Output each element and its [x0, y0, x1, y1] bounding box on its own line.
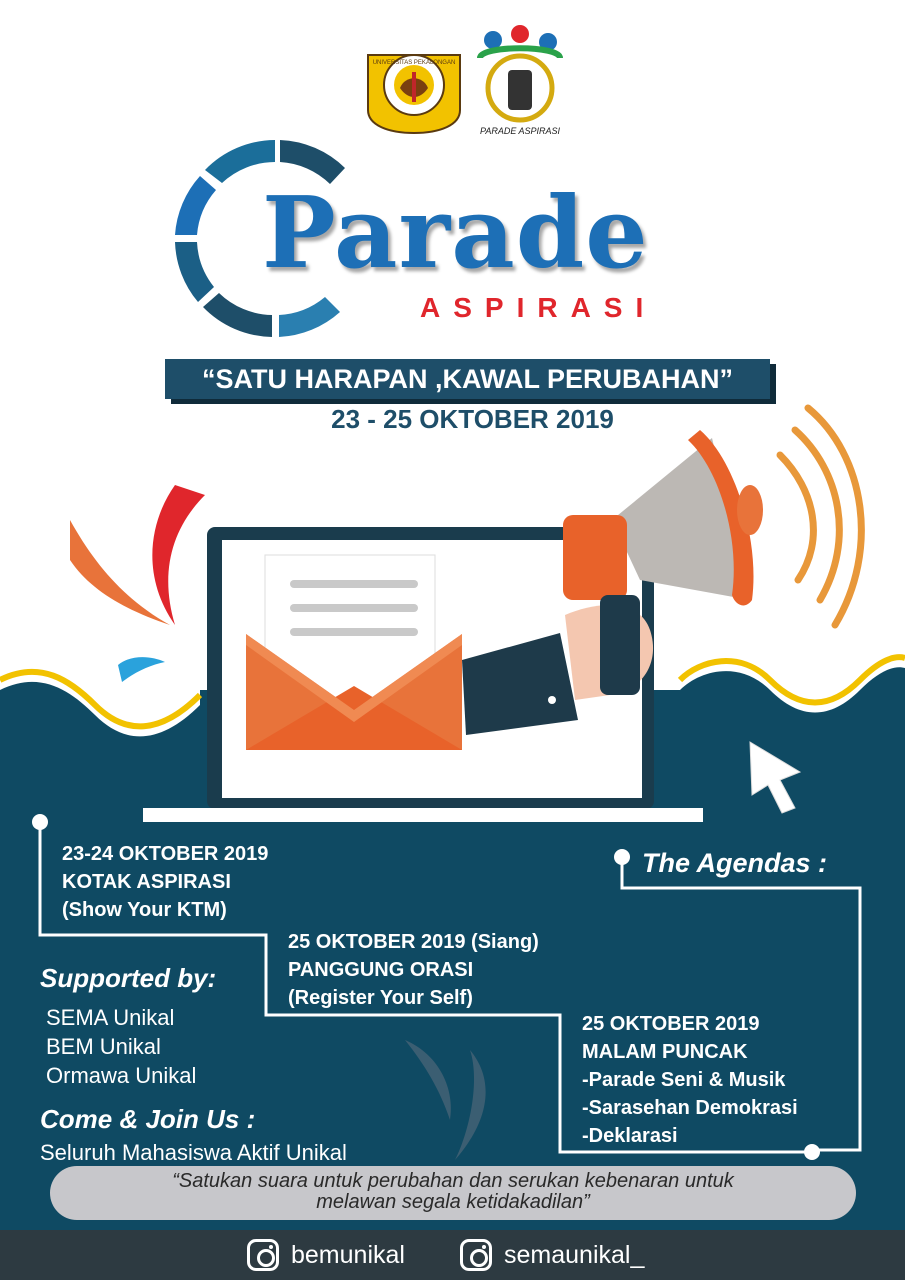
parade-aspirasi-logo — [480, 25, 560, 120]
social-semaunikal[interactable] — [460, 1236, 644, 1274]
event-logo-caption: PARADE ASPIRASI — [479, 126, 561, 136]
footer-bar — [0, 1230, 905, 1280]
university-logo-text: UNIVERSITAS PEKALONGAN — [372, 60, 456, 66]
event-dates: 23 - 25 OKTOBER 2019 — [331, 404, 614, 434]
social-handle: semaunikal_ — [504, 1240, 645, 1269]
event-line: MALAM PUNCAK — [582, 1041, 748, 1063]
instagram-icon — [247, 1239, 279, 1271]
tagline-text: “SATU HARAPAN ,KAWAL PERUBAHAN” — [201, 364, 733, 394]
quote-text — [50, 1171, 856, 1213]
event-line: 23-24 OKTOBER 2019 — [62, 843, 269, 865]
join-text: Seluruh Mahasiswa Aktif Unikal — [40, 1140, 347, 1165]
social-handle: bemunikal — [291, 1240, 405, 1269]
supporter-item: Ormawa Unikal — [46, 1063, 197, 1088]
event-line: 25 OKTOBER 2019 (Siang) — [288, 931, 539, 953]
tagline-banner — [165, 359, 770, 399]
event-line: (Register Your Self) — [288, 987, 473, 1009]
title-parade: Parade — [262, 176, 649, 291]
event-line: 25 OKTOBER 2019 — [582, 1013, 760, 1035]
event-line: PANGGUNG ORASI — [288, 959, 474, 981]
quote-line: “Satukan suara untuk perubahan dan serukan kebenaran untuk — [172, 1170, 734, 1192]
agenda-event-3 — [582, 1010, 798, 1150]
event-line: -Parade Seni & Musik — [582, 1069, 786, 1091]
agenda-heading: The Agendas : — [642, 848, 828, 878]
event-line: KOTAK ASPIRASI — [62, 871, 231, 893]
quote-line: melawan segala ketidakadilan” — [316, 1191, 590, 1213]
title-aspirasi: ASPIRASI — [420, 292, 657, 323]
supporter-item: BEM Unikal — [46, 1034, 161, 1059]
instagram-icon — [460, 1239, 492, 1271]
university-logo — [368, 55, 460, 133]
supported-heading: Supported by: — [40, 963, 217, 993]
event-line: -Sarasehan Demokrasi — [582, 1097, 798, 1119]
agenda-event-1 — [62, 840, 268, 924]
supporter-list — [46, 1003, 196, 1090]
join-heading: Come & Join Us : — [40, 1104, 256, 1134]
quote-box — [50, 1166, 856, 1220]
event-line: (Show Your KTM) — [62, 899, 227, 921]
event-line: -Deklarasi — [582, 1125, 678, 1147]
social-bemunikal[interactable] — [247, 1236, 405, 1274]
agenda-event-2 — [288, 928, 539, 1012]
supporter-item: SEMA Unikal — [46, 1005, 175, 1030]
